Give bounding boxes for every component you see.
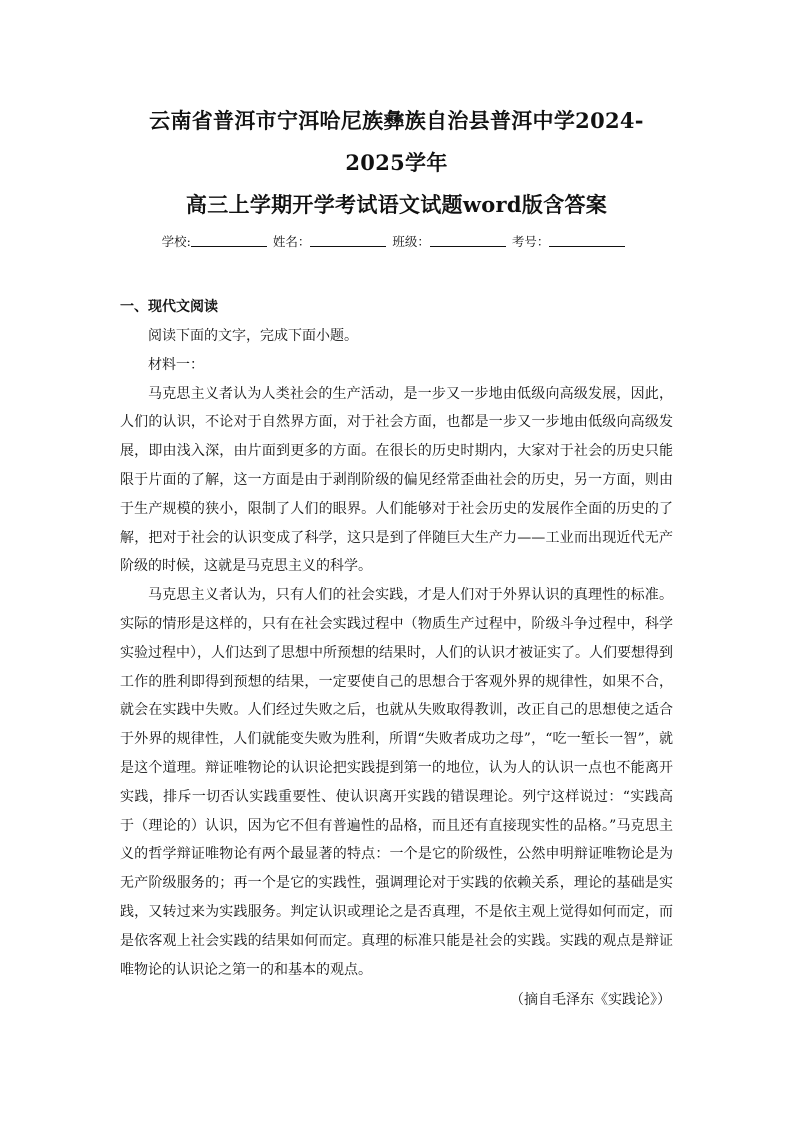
document-title	[120, 100, 673, 226]
school-blank	[191, 234, 267, 247]
section-heading: 一、现代文阅读	[120, 299, 218, 315]
paragraph-1: 马克思主义者认为人类社会的生产活动，是一步又一步地由低级向高级发展，因此，人们的认识，不论对于自然界方面，对于社会方面，也都是一步又一步地由低级向高级发展，即由浅入深，由片面到更多的方面。在很长的历史时期内，大家对于社会的历史只能限于片面的了解，这一方面是由于剥削阶级的偏见经常歪曲社会的历史，另一方面，则由于生产规模的狭小，限制了人们的眼界。人们能够对于社会历史的发展作全面的历史的了解，把对于社会的认识变成了科学，这只是到了伴随巨大生产力——工业而出现近代无产阶级的时候，这就是马克思主义的科学。	[120, 385, 673, 575]
title-line-2: 高三上学期开学考试语文试题word版含答案	[185, 192, 608, 217]
school-label: 学校:	[161, 234, 191, 249]
paragraph-2: 马克思主义者认为，只有人们的社会实践，才是人们对于外界认识的真理性的标准。实际的情形是这样的，只有在社会实践过程中（物质生产过程中，阶级斗争过程中，科学实验过程中），人们达到了思想中所预想的结果时，人们的认识才被证实了。人们要想得到工作的胜利即得到预想的结果，一定要使自己的思想合于客观外界的规律性，如果不合，就会在实践中失败。人们经过失败之后，也就从失败取得教训，改正自己的思想使之适合于外界的规律性，人们就能变失败为胜利，所谓“失败者成功之母”，“吃一堑长一智”，就是这个道理。辩证唯物论的认识论把实践提到第一的地位，认为人的认识一点也不能离开实践，排斥一切否认实践重要性、使认识离开实践的错误理论。列宁这样说过：“实践高于（理论的）认识，因为它不但有普遍性的品格，而且还有直接现实性的品格。”马克思主义的哲学辩证唯物论有两个最显著的特点：一个是它的阶级性，公然申明辩证唯物论是为无产阶级服务的；再一个是它的实践性，强调理论对于实践的依赖关系，理论的基础是实践，又转过来为实践服务。判定认识或理论之是否真理，不是依主观上觉得如何而定，而是依客观上社会实践的结果如何而定。真理的标准只能是社会的实践。实践的观点是辩证唯物论的认识论之第一的和基本的观点。	[120, 587, 673, 978]
exam-number-blank	[549, 234, 625, 247]
name-blank	[310, 234, 386, 247]
class-label: 班级：	[392, 234, 430, 249]
student-info-line	[120, 232, 673, 250]
name-label: 姓名：	[272, 234, 311, 249]
title-line-1: 云南省普洱市宁洱哈尼族彝族自治县普洱中学2024-2025学年	[149, 108, 644, 175]
class-blank	[430, 234, 506, 247]
material-label: 材料一：	[148, 356, 204, 373]
exam-number-label: 考号：	[511, 234, 550, 249]
instruction-text: 阅读下面的文字，完成下面小题。	[148, 328, 358, 344]
source-citation: （摘自毛泽东《实践论》）	[510, 992, 671, 1009]
